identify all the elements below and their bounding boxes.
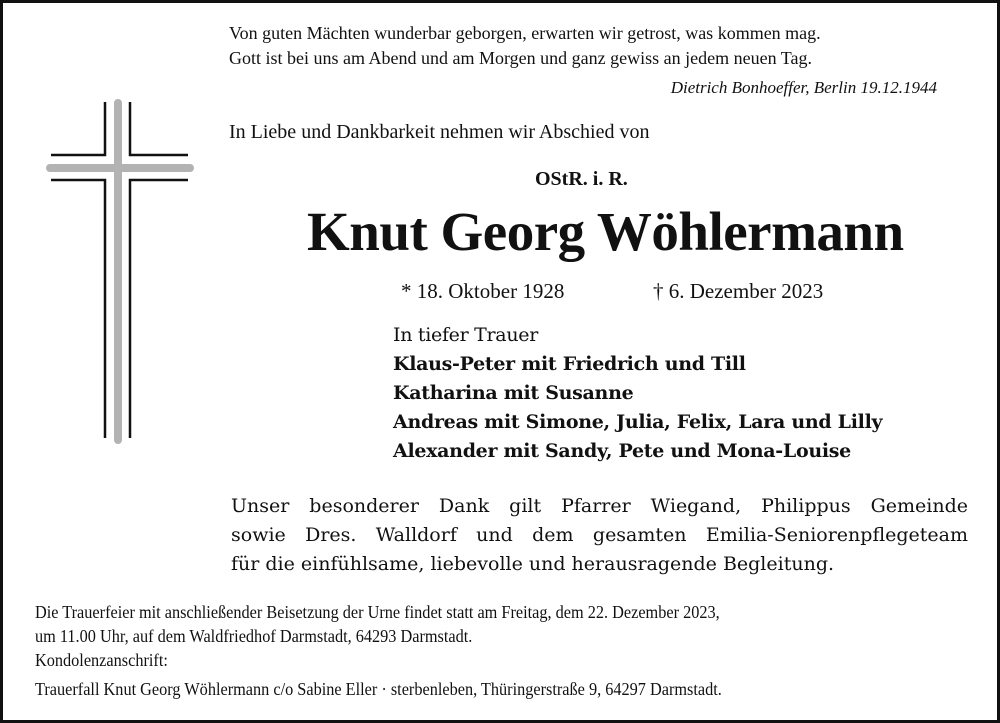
mourner-line: Katharina mit Susanne [393, 382, 634, 404]
cross-icon [3, 3, 223, 463]
footer-line: um 11.00 Uhr, auf dem Waldfriedhof Darmstadt, 64293 Darmstadt. [35, 626, 473, 646]
mourner-line: Alexander mit Sandy, Pete und Mona-Louise [393, 440, 851, 462]
mourner-line: Klaus-Peter mit Friedrich und Till [393, 353, 746, 375]
footer-line: Trauerfall Knut Georg Wöhlermann c/o Sabine Eller · sterbenleben, Thüringerstraße 9, 64297 Darmstadt. [35, 679, 722, 699]
quote-line: Gott ist bei uns am Abend und am Morgen und ganz gewiss an jedem neuen Tag. [229, 48, 812, 68]
intro-text: In Liebe und Dankbarkeit nehmen wir Abschied von [229, 121, 650, 143]
footer-line: Kondolenzanschrift: [35, 650, 168, 670]
honorific-title: OStR. i. R. [535, 168, 628, 190]
death-date: † 6. Dezember 2023 [653, 279, 824, 303]
thanks-line: sowie Dres. Walldorf und dem gesamten Emilia-Seniorenpflegeteam [231, 524, 968, 546]
quote-attribution: Dietrich Bonhoeffer, Berlin 19.12.1944 [670, 78, 937, 97]
deceased-name: Knut Georg Wöhlermann [307, 201, 904, 262]
thanks-line: für die einfühlsame, liebevolle und herausragende Begleitung. [231, 553, 835, 575]
footer-line: Die Trauerfeier mit anschließender Beisetzung der Urne findet statt am Freitag, dem 22. Dezember 2023, [35, 602, 720, 622]
mourner-line: In tiefer Trauer [393, 324, 538, 346]
mourner-line: Andreas mit Simone, Julia, Felix, Lara und Lilly [393, 411, 883, 433]
quote-line: Von guten Mächten wunderbar geborgen, erwarten wir getrost, was kommen mag. [229, 23, 821, 43]
thanks-line: Unser besonderer Dank gilt Pfarrer Wiegand, Philippus Gemeinde [231, 495, 968, 517]
birth-date: * 18. Oktober 1928 [401, 279, 565, 303]
